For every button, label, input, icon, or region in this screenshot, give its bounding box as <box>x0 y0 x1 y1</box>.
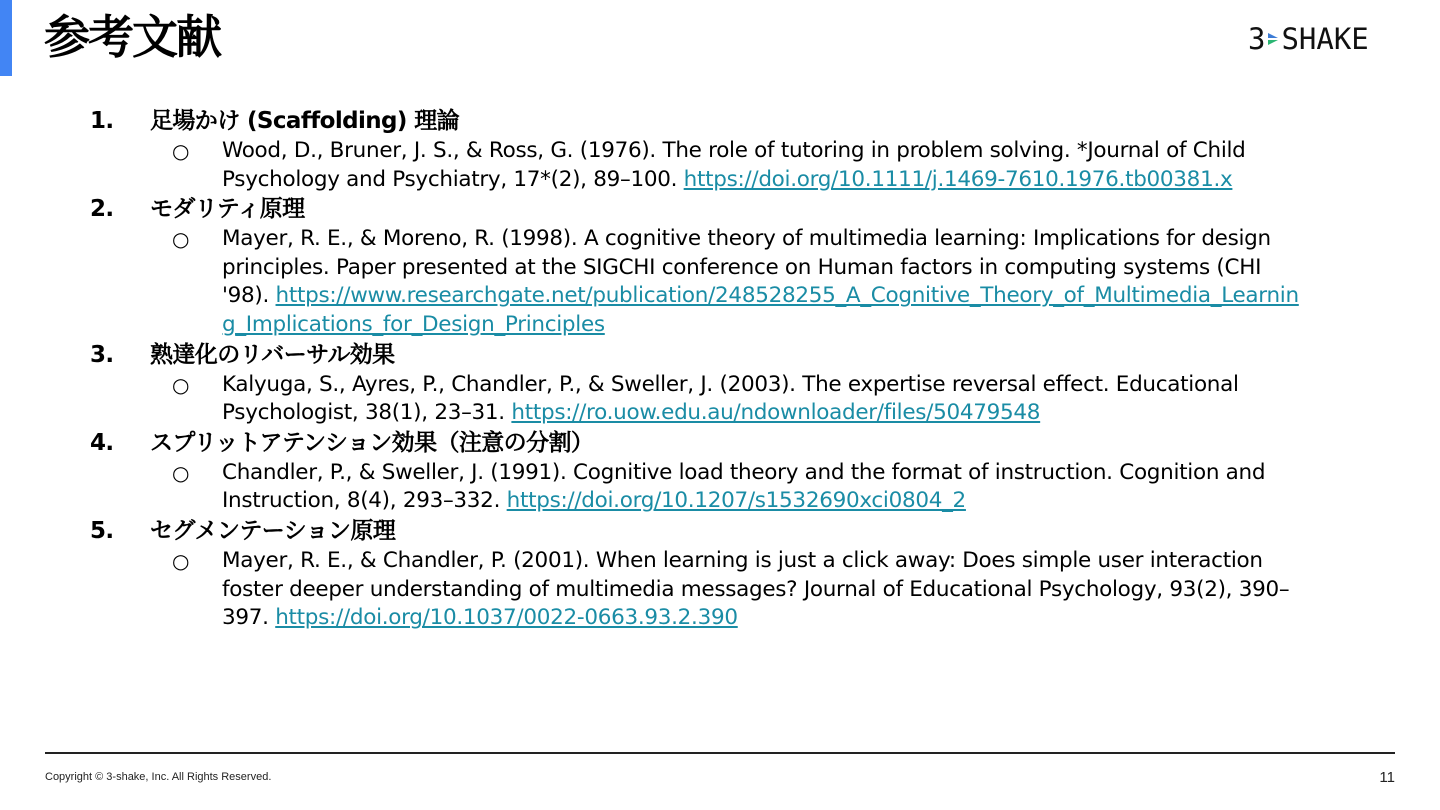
reference-list <box>90 106 1320 633</box>
reference-item <box>90 340 1320 428</box>
reference-citation <box>172 547 1312 633</box>
reference-heading <box>90 340 1320 371</box>
reference-citation <box>172 371 1312 428</box>
reference-heading <box>90 428 1320 459</box>
reference-heading <box>90 106 1320 137</box>
reference-citation <box>172 225 1312 339</box>
page-title: 参考文献 <box>44 10 220 64</box>
citation-text: Mayer, R. E., & Chandler, P. (2001). When learning is just a click away: Does simple user interaction foster deeper understanding of multimedia messages? Journal of Educational Psychology, 93(2), 390–397. <box>222 547 1290 631</box>
reference-topic: セグメンテーション原理 <box>150 517 396 544</box>
reference-heading <box>90 516 1320 547</box>
citation-text: Kalyuga, S., Ayres, P., Chandler, P., & Sweller, J. (2003). The expertise reversal effect. Educational Psychologist, 38(1), 23–31. <box>222 371 1239 426</box>
accent-bar <box>0 0 12 76</box>
reference-number: 4. <box>90 429 114 456</box>
copyright-notice: Copyright © 3-shake, Inc. All Rights Reserved. <box>45 771 272 783</box>
reference-topic: 熟達化のリバーサル効果 <box>150 341 395 368</box>
reference-number: 2. <box>90 196 114 223</box>
company-logo <box>1248 22 1369 56</box>
logo-number: 3 <box>1248 22 1266 56</box>
hollow-bullet-icon: ○ <box>172 139 190 163</box>
reference-number: 1. <box>90 108 114 134</box>
reference-heading <box>90 194 1320 225</box>
citation-link[interactable]: https://ro.uow.edu.au/ndownloader/files/50479548 <box>511 400 1041 426</box>
reference-item <box>90 194 1320 339</box>
citation-link[interactable]: https://doi.org/10.1111/j.1469-7610.1976.tb00381.x <box>683 166 1233 192</box>
logo-text: SHAKE <box>1281 22 1369 56</box>
footer-divider <box>45 752 1395 754</box>
logo-mark-green <box>1268 40 1278 45</box>
hollow-bullet-icon: ○ <box>172 548 190 573</box>
reference-citation <box>172 459 1312 516</box>
hollow-bullet-icon: ○ <box>172 372 190 397</box>
citation-link[interactable]: https://www.researchgate.net/publication/248528255_A_Cognitive_Theory_of_Multimedia_Learning_Implications_for_Design_Principles <box>222 283 1299 337</box>
citation-text: Chandler, P., & Sweller, J. (1991). Cognitive load theory and the format of instruction. Cognition and Instruction, 8(4), 293–332. <box>222 459 1266 514</box>
reference-number: 5. <box>90 517 114 544</box>
reference-topic: 足場かけ (Scaffolding) 理論 <box>150 108 460 134</box>
logo-mark-blue <box>1268 33 1278 38</box>
reference-topic: モダリティ原理 <box>150 196 305 223</box>
citation-link[interactable]: https://doi.org/10.1037/0022-0663.93.2.390 <box>275 605 738 631</box>
reference-item <box>90 106 1320 194</box>
reference-number: 3. <box>90 341 114 368</box>
page-number: 11 <box>1379 769 1395 786</box>
citation-text: Mayer, R. E., & Moreno, R. (1998). A cognitive theory of multimedia learning: Implications for design principles. Paper presented at the SIGCHI conference on Human factors in computing systems (CHI '98). <box>222 226 1271 309</box>
reference-item <box>90 428 1320 516</box>
reference-citation <box>172 137 1312 194</box>
hollow-bullet-icon: ○ <box>172 227 190 252</box>
citation-text: Wood, D., Bruner, J. S., & Ross, G. (1976). The role of tutoring in problem solving. *Journal of Child Psychology and Psychiatry, 17*(2), 89–100. <box>222 138 1246 192</box>
logo-mark-icon <box>1266 22 1280 56</box>
reference-item <box>90 516 1320 633</box>
citation-link[interactable]: https://doi.org/10.1207/s1532690xci0804_2 <box>506 488 966 514</box>
reference-topic: スプリットアテンション効果（注意の分割） <box>150 429 594 456</box>
hollow-bullet-icon: ○ <box>172 460 190 485</box>
